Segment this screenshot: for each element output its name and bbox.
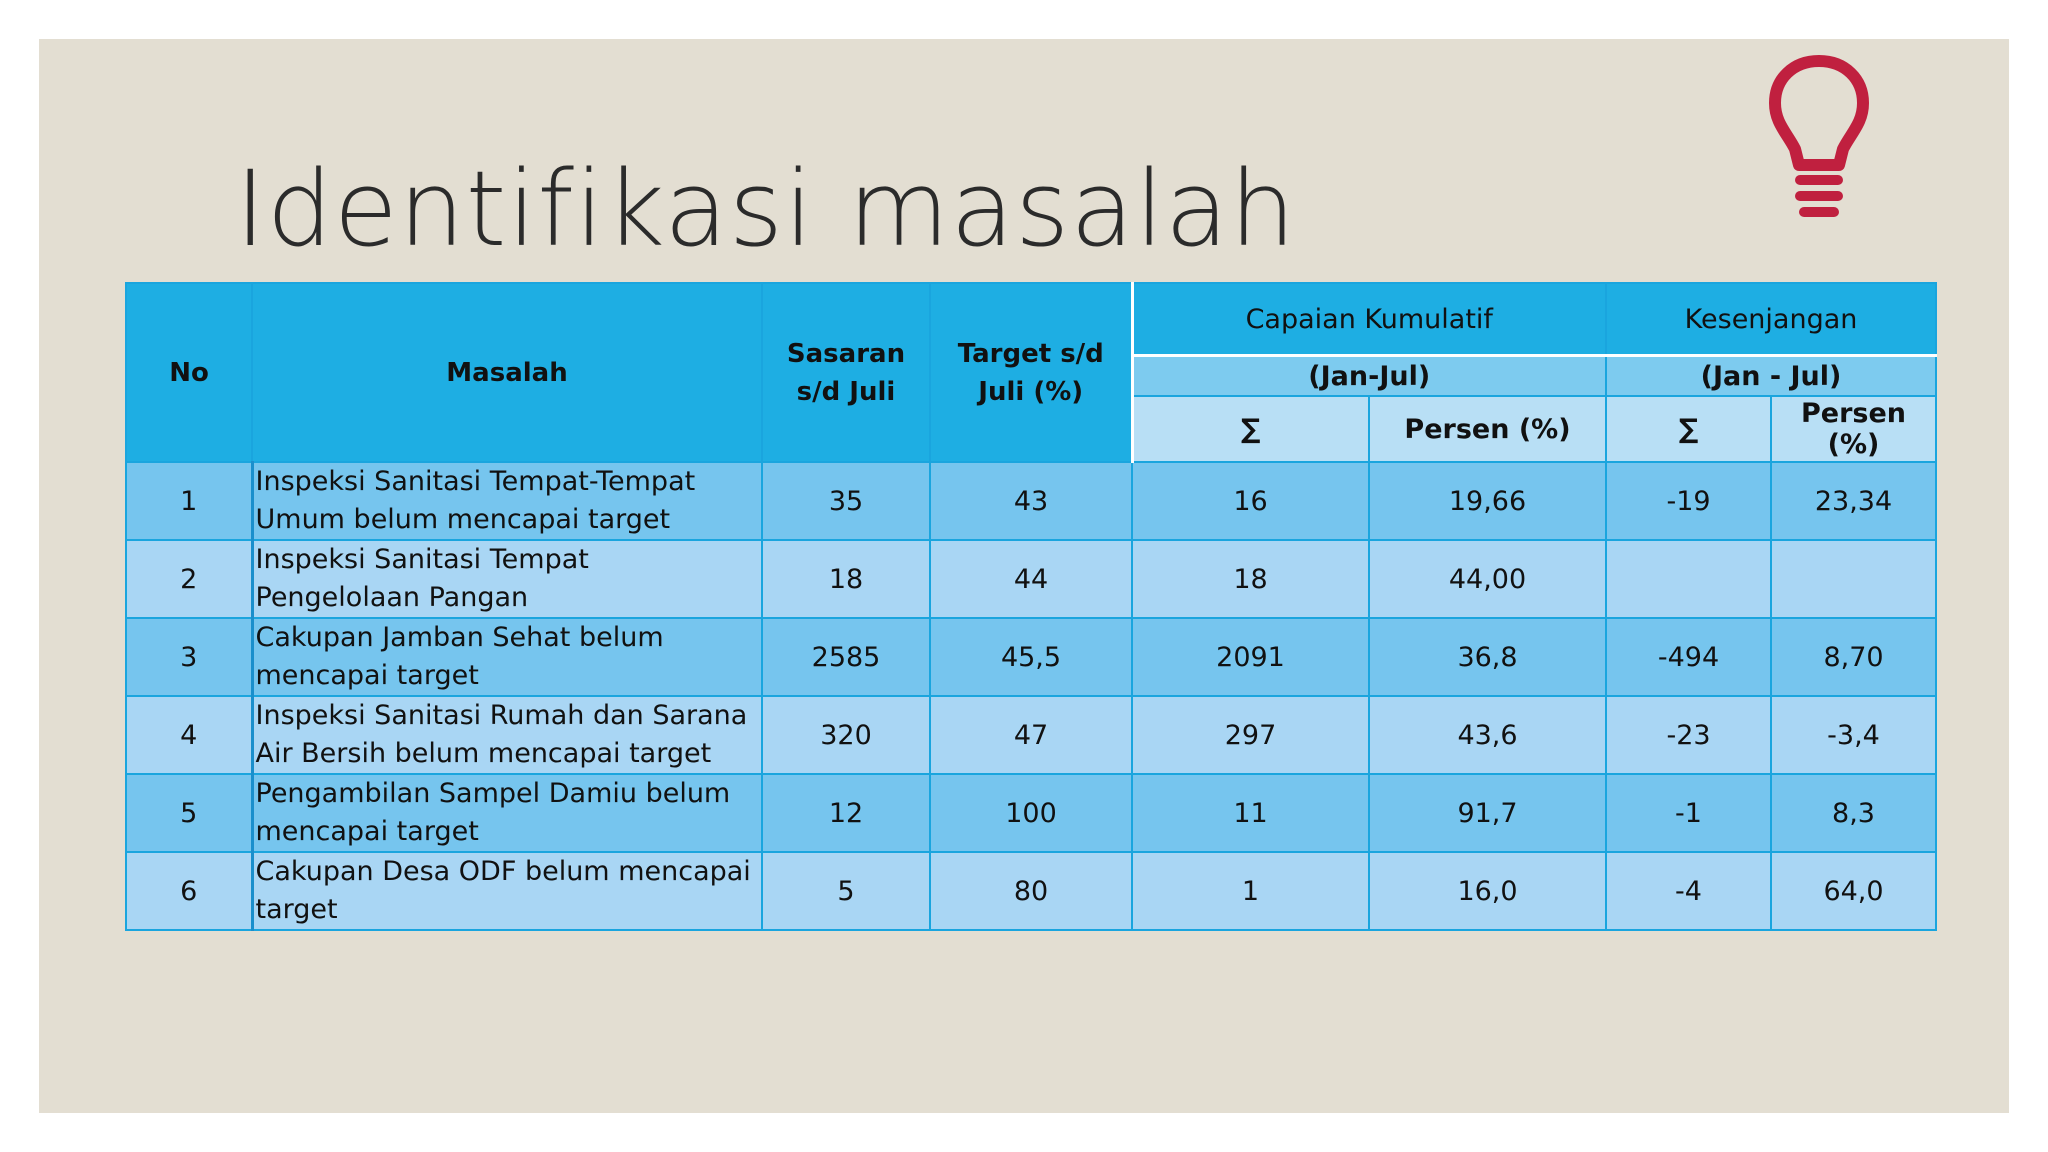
header-kesenjangan-sum: ∑ bbox=[1606, 396, 1771, 462]
cell-masalah: Pengambilan Sampel Damiu belum mencapai target bbox=[252, 774, 762, 852]
cell-target: 43 bbox=[930, 462, 1132, 540]
cell-kesenjangan-sum: -1 bbox=[1606, 774, 1771, 852]
cell-no: 5 bbox=[126, 774, 252, 852]
cell-kesenjangan-sum: -494 bbox=[1606, 618, 1771, 696]
cell-no: 2 bbox=[126, 540, 252, 618]
cell-sasaran: 320 bbox=[762, 696, 930, 774]
cell-capaian-persen: 44,00 bbox=[1369, 540, 1606, 618]
cell-sasaran: 35 bbox=[762, 462, 930, 540]
table-row bbox=[126, 774, 1936, 852]
cell-target: 44 bbox=[930, 540, 1132, 618]
table-row bbox=[126, 852, 1936, 930]
cell-masalah: Cakupan Desa ODF belum mencapai target bbox=[252, 852, 762, 930]
cell-no: 1 bbox=[126, 462, 252, 540]
cell-masalah: Cakupan Jamban Sehat belum mencapai target bbox=[252, 618, 762, 696]
cell-kesenjangan-persen bbox=[1771, 540, 1936, 618]
header-kesenjangan-period: (Jan - Jul) bbox=[1606, 356, 1936, 397]
cell-capaian-persen: 16,0 bbox=[1369, 852, 1606, 930]
cell-target: 47 bbox=[930, 696, 1132, 774]
cell-capaian-persen: 43,6 bbox=[1369, 696, 1606, 774]
cell-kesenjangan-persen: 64,0 bbox=[1771, 852, 1936, 930]
cell-no: 6 bbox=[126, 852, 252, 930]
cell-masalah: Inspeksi Sanitasi Tempat-Tempat Umum belum mencapai target bbox=[252, 462, 762, 540]
cell-kesenjangan-persen: -3,4 bbox=[1771, 696, 1936, 774]
table-row bbox=[126, 462, 1936, 540]
cell-sasaran: 2585 bbox=[762, 618, 930, 696]
header-capaian-period: (Jan-Jul) bbox=[1132, 356, 1606, 397]
cell-masalah: Inspeksi Sanitasi Tempat Pengelolaan Pangan bbox=[252, 540, 762, 618]
cell-capaian-sum: 2091 bbox=[1132, 618, 1369, 696]
cell-kesenjangan-persen: 8,3 bbox=[1771, 774, 1936, 852]
cell-target: 80 bbox=[930, 852, 1132, 930]
cell-capaian-sum: 18 bbox=[1132, 540, 1369, 618]
slide-title: Identifikasi masalah bbox=[235, 148, 1297, 270]
header-sasaran: Sasaran s/d Juli bbox=[762, 283, 930, 462]
cell-no: 4 bbox=[126, 696, 252, 774]
cell-masalah: Inspeksi Sanitasi Rumah dan Sarana Air Bersih belum mencapai target bbox=[252, 696, 762, 774]
cell-kesenjangan-sum: -4 bbox=[1606, 852, 1771, 930]
header-kesenjangan: Kesenjangan bbox=[1606, 283, 1936, 356]
cell-kesenjangan-sum: -23 bbox=[1606, 696, 1771, 774]
cell-capaian-sum: 297 bbox=[1132, 696, 1369, 774]
header-kesenjangan-persen: Persen (%) bbox=[1771, 396, 1936, 462]
header-capaian-persen: Persen (%) bbox=[1369, 396, 1606, 462]
cell-kesenjangan-sum: -19 bbox=[1606, 462, 1771, 540]
header-capaian-sum: ∑ bbox=[1132, 396, 1369, 462]
lightbulb-icon bbox=[1761, 47, 1877, 227]
header-no: No bbox=[126, 283, 252, 462]
cell-kesenjangan-persen: 23,34 bbox=[1771, 462, 1936, 540]
cell-target: 100 bbox=[930, 774, 1132, 852]
cell-sasaran: 5 bbox=[762, 852, 930, 930]
cell-capaian-persen: 36,8 bbox=[1369, 618, 1606, 696]
table-row bbox=[126, 540, 1936, 618]
cell-no: 3 bbox=[126, 618, 252, 696]
table-row bbox=[126, 696, 1936, 774]
cell-kesenjangan-persen: 8,70 bbox=[1771, 618, 1936, 696]
cell-kesenjangan-sum bbox=[1606, 540, 1771, 618]
header-capaian: Capaian Kumulatif bbox=[1132, 283, 1606, 356]
cell-capaian-sum: 11 bbox=[1132, 774, 1369, 852]
cell-sasaran: 12 bbox=[762, 774, 930, 852]
cell-capaian-persen: 19,66 bbox=[1369, 462, 1606, 540]
header-masalah: Masalah bbox=[252, 283, 762, 462]
table-row bbox=[126, 618, 1936, 696]
header-target: Target s/d Juli (%) bbox=[930, 283, 1132, 462]
problem-table bbox=[125, 282, 1937, 931]
cell-sasaran: 18 bbox=[762, 540, 930, 618]
cell-capaian-sum: 16 bbox=[1132, 462, 1369, 540]
cell-capaian-sum: 1 bbox=[1132, 852, 1369, 930]
cell-target: 45,5 bbox=[930, 618, 1132, 696]
cell-capaian-persen: 91,7 bbox=[1369, 774, 1606, 852]
slide bbox=[39, 39, 2009, 1113]
